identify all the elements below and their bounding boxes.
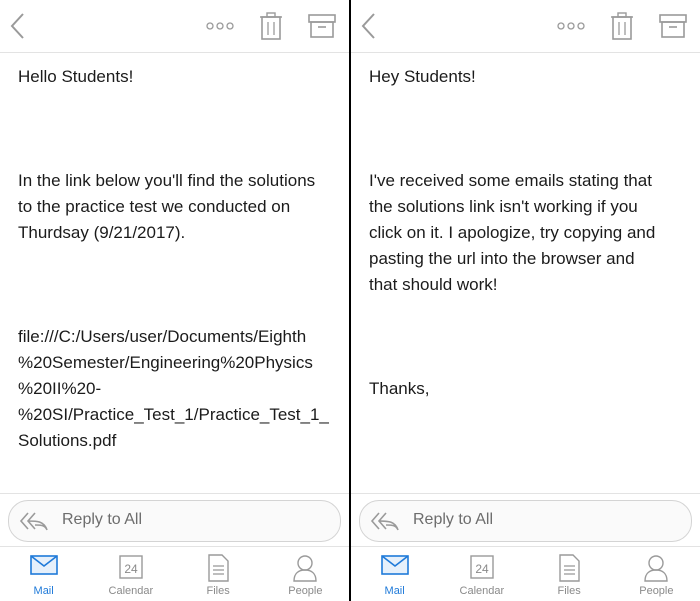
link-line: file:///C:/Users/user/Documents/Eighth bbox=[18, 327, 307, 346]
link-line: %20Semester/Engineering%20Physics bbox=[18, 353, 313, 372]
bottom-tab-bar bbox=[351, 546, 700, 601]
link-line: %20SI/Practice_Test_1/Practice_Test_1_ bbox=[18, 405, 329, 424]
top-toolbar bbox=[0, 0, 349, 53]
files-icon bbox=[207, 554, 229, 582]
tab-label: Files bbox=[557, 585, 581, 597]
calendar-date: 24 bbox=[124, 562, 138, 576]
email-body bbox=[369, 52, 688, 402]
calendar-icon bbox=[118, 554, 144, 580]
archive-icon[interactable] bbox=[308, 14, 336, 38]
reply-bar bbox=[0, 493, 349, 546]
email-greeting: Hey Students! bbox=[369, 67, 476, 86]
reply-all-button[interactable] bbox=[8, 500, 341, 542]
reply-bar bbox=[351, 493, 700, 546]
paragraph-line: In the link below you'll find the solutions bbox=[18, 171, 316, 190]
tab-calendar[interactable] bbox=[438, 547, 525, 601]
tab-mail[interactable] bbox=[351, 547, 438, 601]
email-view-right bbox=[351, 0, 700, 601]
paragraph-line: that should work! bbox=[369, 275, 498, 294]
paragraph-line: I've received some emails stating that bbox=[369, 171, 652, 190]
more-icon[interactable] bbox=[205, 19, 235, 33]
tab-label: People bbox=[639, 585, 674, 597]
reply-all-button[interactable] bbox=[359, 500, 692, 542]
email-closing: Thanks, bbox=[369, 379, 430, 398]
tab-calendar[interactable] bbox=[87, 547, 174, 601]
tab-files[interactable] bbox=[526, 547, 613, 601]
calendar-icon bbox=[469, 554, 495, 580]
mail-icon bbox=[30, 554, 58, 576]
tab-files[interactable] bbox=[175, 547, 262, 601]
paragraph-line: click on it. I apologize, try copying and bbox=[369, 223, 656, 242]
reply-all-label: Reply to All bbox=[62, 511, 143, 528]
more-icon[interactable] bbox=[556, 19, 586, 33]
reply-all-icon bbox=[370, 510, 400, 532]
back-icon[interactable] bbox=[359, 10, 381, 42]
people-icon bbox=[292, 554, 318, 582]
calendar-date: 24 bbox=[475, 562, 489, 576]
email-body bbox=[18, 52, 337, 454]
files-icon bbox=[558, 554, 580, 582]
tab-people[interactable] bbox=[262, 547, 349, 601]
people-icon bbox=[643, 554, 669, 582]
paragraph-line: pasting the url into the browser and bbox=[369, 249, 635, 268]
archive-icon[interactable] bbox=[659, 14, 687, 38]
tab-label: Files bbox=[206, 585, 230, 597]
trash-icon[interactable] bbox=[610, 12, 634, 40]
email-greeting: Hello Students! bbox=[18, 67, 134, 86]
tab-label: Calendar bbox=[108, 585, 154, 597]
paragraph-line: Thurdsay (9/21/2017). bbox=[18, 223, 186, 242]
bottom-tab-bar bbox=[0, 546, 349, 601]
email-paragraph bbox=[18, 168, 337, 246]
reply-all-label: Reply to All bbox=[413, 511, 494, 528]
tab-label: People bbox=[288, 585, 323, 597]
email-paragraph bbox=[369, 168, 688, 298]
back-icon[interactable] bbox=[8, 10, 30, 42]
paragraph-line: the solutions link isn't working if you bbox=[369, 197, 638, 216]
link-line: Solutions.pdf bbox=[18, 431, 117, 450]
paragraph-line: to the practice test we conducted on bbox=[18, 197, 291, 216]
email-view-left bbox=[0, 0, 349, 601]
link-line: %20II%20- bbox=[18, 379, 102, 398]
tab-people[interactable] bbox=[613, 547, 700, 601]
reply-all-icon bbox=[19, 510, 49, 532]
tab-mail[interactable] bbox=[0, 547, 87, 601]
solutions-file-link[interactable] bbox=[18, 324, 337, 454]
trash-icon[interactable] bbox=[259, 12, 283, 40]
tab-label: Calendar bbox=[459, 585, 505, 597]
mail-icon bbox=[381, 554, 409, 576]
tab-label: Mail bbox=[33, 585, 54, 597]
tab-label: Mail bbox=[384, 585, 405, 597]
top-toolbar bbox=[351, 0, 700, 53]
